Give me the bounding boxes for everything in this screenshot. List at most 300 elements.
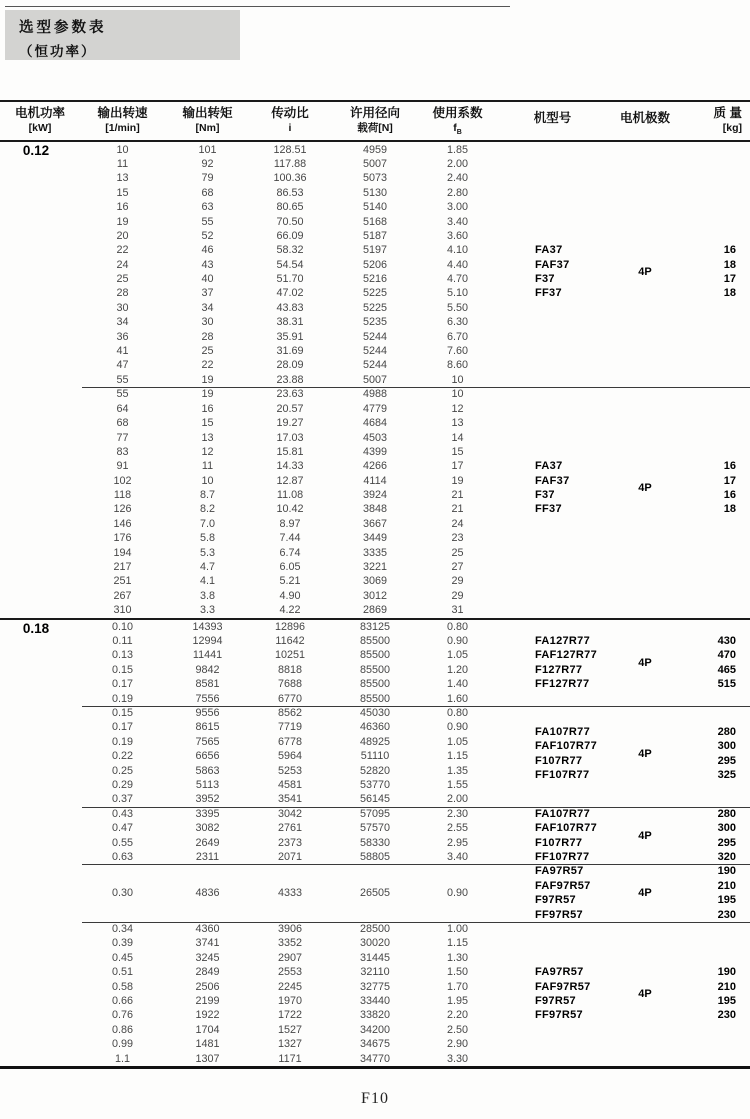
model-name: FA97R57 — [535, 966, 584, 979]
cell-ratio: 17.03 — [276, 431, 304, 444]
cell-load: 4988 — [362, 388, 388, 401]
cell-power-spacer — [0, 502, 80, 516]
cell-power-spacer — [0, 836, 80, 850]
model-name: F37 — [535, 489, 555, 502]
cell-speed: 10 — [116, 143, 129, 156]
cell-load: 5168 — [362, 215, 388, 228]
cell-ratio: 100.36 — [273, 172, 307, 185]
cell-load: 2869 — [362, 604, 388, 617]
model-name: FF37 — [535, 503, 562, 516]
cell-speed: 0.19 — [111, 692, 133, 705]
table-row — [0, 936, 495, 950]
page-title-line1: 选型参数表 — [19, 20, 107, 36]
poles-value: 4P — [638, 829, 652, 842]
model-name: FAF107R77 — [535, 740, 598, 753]
cell-load: 3221 — [362, 561, 388, 574]
cell-fb: 1.95 — [446, 995, 468, 1008]
poles-spacer — [610, 502, 680, 516]
cell-ratio: 6.05 — [279, 561, 301, 574]
cell-load: 34770 — [359, 1052, 391, 1065]
cell-speed: 0.34 — [111, 923, 133, 936]
model-name: FF97R57 — [535, 1009, 583, 1022]
table-row — [0, 143, 495, 157]
table-row — [0, 620, 495, 634]
cell-fb: 1.55 — [446, 779, 468, 792]
cell-ratio: 28.09 — [276, 359, 304, 372]
mass-value: 16 — [723, 489, 736, 502]
page-title — [5, 10, 240, 60]
cell-power-spacer — [0, 315, 80, 329]
cell-ratio: 66.09 — [276, 229, 304, 242]
table-row — [0, 502, 495, 516]
cell-torque: 4360 — [195, 923, 220, 936]
table-row — [0, 792, 495, 806]
table-row — [0, 634, 495, 648]
table-row — [0, 171, 495, 185]
cell-ratio: 1327 — [277, 1038, 303, 1051]
model-name: FA97R57 — [535, 865, 584, 878]
cell-load: 5073 — [362, 172, 388, 185]
cell-ratio: 23.88 — [276, 373, 304, 386]
cell-torque: 28 — [201, 330, 214, 343]
cell-load: 34200 — [359, 1023, 391, 1036]
cell-ratio: 1722 — [277, 1009, 303, 1022]
ratio-block — [0, 706, 750, 807]
cell-load: 26505 — [359, 887, 391, 900]
cell-speed: 176 — [113, 532, 132, 545]
table-row — [0, 402, 495, 416]
cell-torque: 6656 — [195, 750, 220, 763]
cell-ratio: 1171 — [278, 1052, 302, 1065]
cell-ratio: 2553 — [277, 966, 303, 979]
cell-fb: 3.40 — [446, 851, 468, 864]
cell-torque: 43 — [201, 258, 214, 271]
table-bottom-rule — [0, 1066, 750, 1069]
cell-power-spacer — [0, 663, 80, 677]
model-name: FF107R77 — [535, 851, 590, 864]
cell-torque: 55 — [201, 215, 214, 228]
cell-torque: 40 — [201, 273, 214, 286]
cell-fb: 17 — [451, 460, 464, 473]
cell-torque: 46 — [201, 244, 214, 257]
cell-load: 5235 — [362, 316, 388, 329]
model-row — [495, 459, 750, 473]
model-block — [495, 725, 750, 783]
cell-torque: 34 — [201, 301, 214, 314]
cell-load: 30020 — [359, 937, 391, 950]
cell-load: 53770 — [359, 779, 391, 792]
poles-spacer — [610, 908, 680, 922]
cell-speed: 0.19 — [111, 735, 133, 748]
table-row — [0, 431, 495, 445]
cell-torque: 5113 — [195, 779, 220, 792]
column-header-fb: 使用系数 $f_B$ — [432, 106, 483, 136]
cell-power-spacer — [0, 215, 80, 229]
cell-torque: 3.8 — [199, 589, 215, 602]
model-name: FF107R77 — [535, 768, 590, 781]
model-block — [495, 243, 750, 301]
cell-ratio: 80.65 — [276, 201, 304, 214]
cell-load: 85500 — [359, 678, 391, 691]
cell-power-spacer — [0, 980, 80, 994]
cell-speed: 0.17 — [111, 678, 133, 691]
cell-speed: 41 — [116, 345, 129, 358]
cell-fb: 4.70 — [446, 273, 468, 286]
cell-fb: 1.15 — [446, 750, 468, 763]
cell-speed: 0.25 — [111, 764, 133, 777]
cell-load: 58805 — [359, 851, 391, 864]
cell-speed: 24 — [116, 258, 129, 271]
column-header-speed: 输出转速 [1/min] — [97, 106, 148, 134]
cell-ratio: 2373 — [277, 836, 303, 849]
column-header-power: 电机功率 [kW] — [14, 106, 65, 134]
table-row — [0, 1008, 495, 1022]
cell-ratio: 51.70 — [276, 273, 304, 286]
cell-ratio: 2245 — [277, 980, 303, 993]
cell-ratio: 4.90 — [279, 589, 301, 602]
cell-load: 34675 — [359, 1038, 391, 1051]
mass-value: 230 — [717, 908, 736, 921]
poles-spacer — [610, 459, 680, 473]
cell-speed: 0.37 — [111, 793, 133, 806]
cell-speed: 126 — [113, 503, 132, 516]
cell-load: 58330 — [359, 836, 391, 849]
cell-torque: 19 — [201, 388, 214, 401]
cell-fb: 2.40 — [446, 172, 468, 185]
table-row — [0, 459, 495, 473]
mass-value: 16 — [723, 244, 736, 257]
mass-value: 18 — [723, 503, 736, 516]
cell-speed: 83 — [116, 445, 129, 458]
power-value: 0.18 — [22, 620, 50, 636]
cell-ratio: 4.22 — [279, 604, 301, 617]
cell-ratio: 7719 — [277, 721, 303, 734]
cell-power-spacer — [0, 286, 80, 300]
cell-fb: 6.70 — [446, 330, 468, 343]
model-row — [495, 908, 750, 922]
cell-torque: 3245 — [195, 951, 220, 964]
table-row — [0, 574, 495, 588]
model-name: FAF37 — [535, 258, 570, 271]
cell-fb: 3.30 — [446, 1052, 468, 1065]
cell-power-spacer — [0, 229, 80, 243]
model-block — [495, 864, 750, 922]
cell-fb: 0.90 — [446, 887, 468, 900]
cell-torque: 8.7 — [199, 489, 215, 502]
table-row — [0, 749, 495, 763]
ratio-block — [0, 387, 750, 617]
cell-ratio: 12896 — [274, 620, 306, 633]
cell-power-spacer — [0, 474, 80, 488]
cell-ratio: 1970 — [277, 995, 303, 1008]
cell-torque: 7556 — [195, 692, 220, 705]
cell-fb: 23 — [451, 532, 464, 545]
table-row — [0, 1023, 495, 1037]
column-header-torque: 输出转矩 [Nm] — [182, 106, 233, 134]
ratio-block — [0, 142, 750, 387]
cell-power-spacer — [0, 1008, 80, 1022]
cell-ratio: 38.31 — [276, 316, 304, 329]
cell-fb: 1.30 — [446, 951, 468, 964]
cell-ratio: 6778 — [277, 735, 303, 748]
cell-torque: 2649 — [195, 836, 220, 849]
cell-load: 85500 — [359, 649, 391, 662]
table-row — [0, 330, 495, 344]
poles-spacer — [610, 807, 680, 821]
table-row — [0, 735, 495, 749]
column-header-model: 机型号 — [533, 111, 572, 125]
poles-value: 4P — [638, 656, 652, 669]
cell-torque: 3.3 — [199, 604, 215, 617]
cell-power-spacer — [0, 330, 80, 344]
column-header-poles: 电机极数 — [619, 111, 670, 125]
cell-fb: 14 — [451, 431, 464, 444]
table-row — [0, 200, 495, 214]
cell-load: 32775 — [359, 980, 391, 993]
table-row — [0, 648, 495, 662]
cell-load: 5197 — [362, 244, 388, 257]
cell-fb: 4.10 — [446, 244, 468, 257]
cell-speed: 19 — [116, 215, 129, 228]
model-name: F37 — [535, 273, 555, 286]
cell-fb: 6.30 — [446, 316, 468, 329]
cell-torque: 8.2 — [199, 503, 215, 516]
cell-fb: 0.80 — [446, 620, 468, 633]
cell-torque: 16 — [201, 402, 214, 415]
cell-power-spacer — [0, 692, 80, 706]
cell-speed: 217 — [113, 561, 132, 574]
cell-load: 3449 — [362, 532, 388, 545]
cell-ratio: 2761 — [277, 822, 303, 835]
cell-load: 5007 — [362, 373, 388, 386]
cell-torque: 1704 — [195, 1023, 220, 1036]
cell-ratio: 8562 — [277, 707, 303, 720]
table-row — [0, 807, 495, 821]
cell-torque: 11441 — [192, 649, 223, 662]
mass-value: 18 — [723, 287, 736, 300]
cell-power-spacer — [0, 951, 80, 965]
mass-value: 280 — [717, 807, 736, 820]
cell-power-spacer — [0, 778, 80, 792]
cell-power-spacer — [0, 764, 80, 778]
cell-speed: 0.47 — [111, 822, 133, 835]
table-row — [0, 517, 495, 531]
cell-load: 5206 — [362, 258, 388, 271]
cell-torque: 2506 — [195, 980, 220, 993]
cell-ratio: 3541 — [277, 793, 303, 806]
cell-power-spacer — [0, 402, 80, 416]
cell-ratio: 54.54 — [276, 258, 304, 271]
cell-load: 3069 — [362, 575, 388, 588]
cell-power-spacer — [0, 387, 80, 401]
cell-ratio: 7.44 — [279, 532, 301, 545]
cell-ratio: 117.88 — [273, 157, 307, 170]
cell-speed: 55 — [116, 373, 129, 386]
model-block — [495, 807, 750, 865]
cell-power-spacer — [0, 301, 80, 315]
cell-load: 32110 — [360, 966, 390, 979]
table-row — [0, 531, 495, 545]
mass-value: 17 — [723, 273, 736, 286]
cell-load: 85500 — [359, 663, 391, 676]
cell-speed: 0.17 — [111, 721, 133, 734]
cell-torque: 1307 — [195, 1052, 220, 1065]
cell-speed: 20 — [116, 229, 129, 242]
cell-torque: 8615 — [195, 721, 220, 734]
poles-value: 4P — [638, 988, 652, 1001]
cell-power-spacer — [0, 994, 80, 1008]
mass-value: 210 — [717, 879, 736, 892]
cell-ratio: 8818 — [277, 663, 303, 676]
table-row — [0, 157, 495, 171]
model-row — [495, 725, 750, 739]
model-row — [495, 1008, 750, 1022]
cell-fb: 4.40 — [446, 258, 468, 271]
cell-speed: 47 — [116, 359, 129, 372]
table-row — [0, 706, 495, 720]
cell-power-spacer — [0, 648, 80, 662]
cell-speed: 1.1 — [114, 1052, 130, 1065]
cell-load: 3667 — [362, 517, 388, 530]
cell-power-spacer — [0, 1023, 80, 1037]
data-rows — [0, 922, 495, 1066]
table-row — [0, 344, 495, 358]
cell-power-spacer — [0, 634, 80, 648]
cell-speed: 251 — [113, 575, 132, 588]
table-row — [0, 965, 495, 979]
cell-fb: 1.00 — [446, 923, 468, 936]
cell-torque: 15 — [201, 417, 214, 430]
table-row — [0, 286, 495, 300]
model-name: FF37 — [535, 287, 562, 300]
cell-speed: 0.15 — [111, 663, 133, 676]
cell-load: 5187 — [362, 229, 388, 242]
cell-ratio: 4581 — [277, 779, 303, 792]
cell-torque: 19 — [201, 373, 214, 386]
cell-torque: 4836 — [195, 887, 220, 900]
cell-ratio: 3352 — [277, 937, 303, 950]
cell-load: 5244 — [362, 345, 388, 358]
cell-load: 57570 — [359, 822, 391, 835]
model-name: FAF107R77 — [535, 822, 598, 835]
cell-power-spacer — [0, 922, 80, 936]
cell-fb: 1.15 — [446, 937, 468, 950]
cell-load: 56145 — [359, 793, 391, 806]
poles-value: 4P — [638, 266, 652, 279]
cell-fb: 2.00 — [446, 793, 468, 806]
cell-torque: 25 — [201, 345, 214, 358]
cell-speed: 13 — [116, 172, 129, 185]
cell-ratio: 58.32 — [276, 244, 304, 257]
table-body — [0, 142, 750, 1066]
table-row — [0, 387, 495, 401]
poles-spacer — [610, 1008, 680, 1022]
cell-speed: 30 — [116, 301, 129, 314]
model-block — [495, 459, 750, 517]
cell-power-spacer — [0, 459, 80, 473]
power-group-0.18 — [0, 618, 750, 1066]
cell-power-spacer — [0, 706, 80, 720]
model-name: FA107R77 — [535, 807, 590, 820]
cell-power-spacer — [0, 531, 80, 545]
cell-load: 85500 — [359, 635, 391, 648]
cell-power-spacer — [0, 1052, 80, 1066]
cell-ratio: 2907 — [277, 951, 303, 964]
cell-load: 5130 — [362, 186, 388, 199]
cell-ratio: 128.51 — [273, 143, 307, 156]
table-row — [0, 764, 495, 778]
cell-fb: 15 — [451, 445, 464, 458]
ratio-block — [0, 864, 750, 922]
cell-power-spacer — [0, 243, 80, 257]
cell-load: 45030 — [359, 707, 391, 720]
table-row — [0, 229, 495, 243]
cell-ratio: 70.50 — [276, 215, 304, 228]
cell-fb: 27 — [451, 561, 464, 574]
model-name: FA107R77 — [535, 725, 590, 738]
cell-ratio: 11642 — [275, 635, 305, 648]
cell-fb: 19 — [451, 474, 464, 487]
cell-load: 85500 — [359, 692, 391, 705]
cell-fb: 1.05 — [446, 735, 468, 748]
table-row — [0, 663, 495, 677]
cell-fb: 2.30 — [446, 807, 468, 820]
cell-load: 3924 — [362, 489, 388, 502]
mass-value: 280 — [717, 725, 736, 738]
column-header-mass: 质 量 [kg] — [713, 106, 742, 134]
cell-load: 4503 — [362, 431, 388, 444]
model-name: FF127R77 — [535, 678, 590, 691]
mass-value: 210 — [717, 980, 736, 993]
data-rows — [0, 864, 495, 922]
cell-load: 28500 — [359, 923, 391, 936]
mass-value: 465 — [717, 663, 736, 676]
cell-power-spacer — [0, 749, 80, 763]
mass-value: 430 — [717, 635, 736, 648]
model-name: F107R77 — [535, 754, 583, 767]
cell-speed: 310 — [113, 604, 132, 617]
mass-value: 190 — [717, 966, 736, 979]
model-row — [495, 243, 750, 257]
mass-value: 300 — [717, 822, 736, 835]
cell-torque: 3082 — [195, 822, 220, 835]
cell-ratio: 19.27 — [276, 417, 304, 430]
cell-fb: 12 — [451, 402, 464, 415]
table-row — [0, 994, 495, 1008]
table-row — [0, 922, 495, 936]
table-row — [0, 373, 495, 387]
table-row — [0, 951, 495, 965]
cell-speed: 11 — [116, 157, 129, 170]
table-row — [0, 821, 495, 835]
cell-load: 52820 — [359, 764, 391, 777]
cell-torque: 4.1 — [199, 575, 215, 588]
table-row — [0, 692, 495, 706]
ratio-block — [0, 922, 750, 1066]
cell-load: 3848 — [362, 503, 388, 516]
table-row — [0, 886, 495, 900]
cell-fb: 2.90 — [446, 1038, 468, 1051]
power-value: 0.12 — [22, 143, 50, 159]
cell-torque: 52 — [201, 229, 214, 242]
cell-torque: 12994 — [192, 635, 223, 648]
cell-load: 3012 — [362, 589, 388, 602]
cell-fb: 3.60 — [446, 229, 468, 242]
table-row — [0, 215, 495, 229]
cell-speed: 0.10 — [111, 620, 133, 633]
cell-fb: 10 — [451, 388, 464, 401]
cell-speed: 146 — [113, 517, 132, 530]
